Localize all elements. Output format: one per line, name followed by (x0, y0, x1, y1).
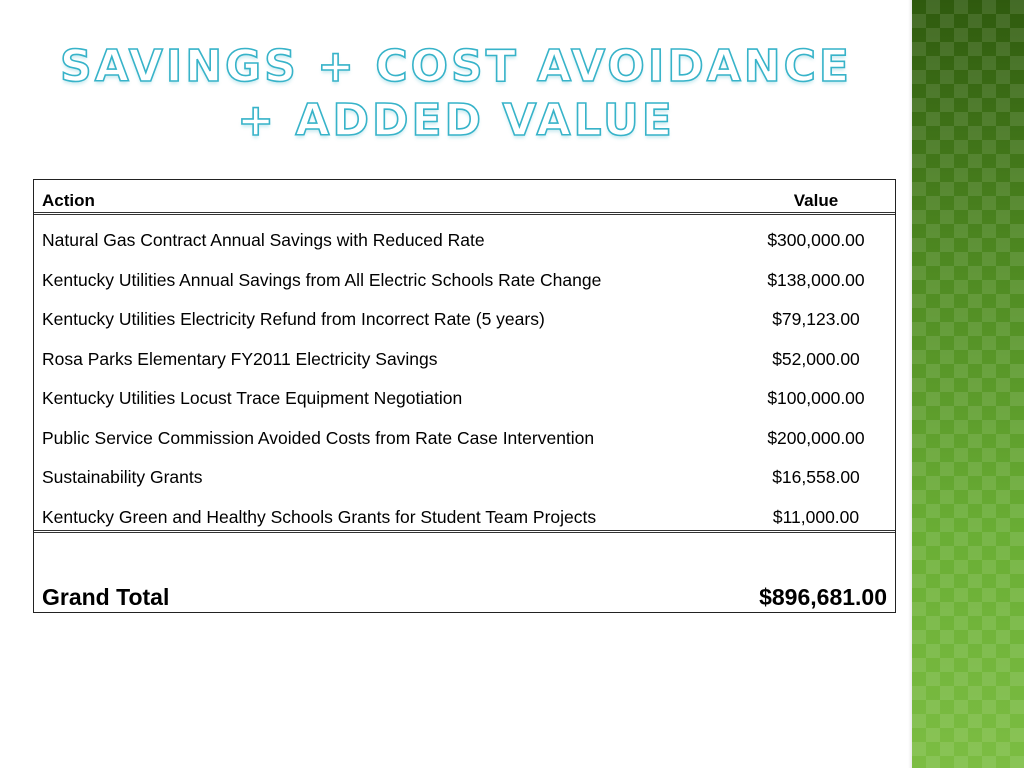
row-value: $16,558.00 (772, 467, 860, 487)
row-action: Kentucky Utilities Annual Savings from All Electric Schools Rate Change (42, 269, 602, 290)
row-value: $200,000.00 (767, 427, 865, 448)
grand-total-value: $896,681.00 (759, 584, 887, 610)
decorative-green-sidebar (912, 0, 1024, 768)
row-action: Kentucky Green and Healthy Schools Grants for Student Team Projects (42, 506, 597, 527)
table-row (34, 221, 895, 261)
row-action: Kentucky Utilities Electricity Refund from Incorrect Rate (5 years) (42, 309, 545, 329)
row-value: $100,000.00 (767, 388, 865, 408)
table-row (34, 300, 895, 340)
slide-title (0, 40, 912, 148)
table-row (34, 340, 895, 380)
row-action: Kentucky Utilities Locust Trace Equipment Negotiation (42, 388, 463, 408)
table-row (34, 458, 895, 498)
total-divider (34, 530, 895, 533)
row-value: $138,000.00 (767, 269, 865, 290)
grand-total-label: Grand Total (42, 584, 170, 610)
row-value: $79,123.00 (772, 309, 860, 329)
header-action: Action (42, 191, 95, 210)
table-row (34, 261, 895, 301)
row-action: Natural Gas Contract Annual Savings with Reduced Rate (42, 230, 485, 250)
row-action: Public Service Commission Avoided Costs from Rate Case Intervention (42, 427, 595, 448)
table-header-row (34, 180, 895, 215)
row-action: Sustainability Grants (42, 467, 203, 487)
table-row (34, 419, 895, 459)
row-value: $11,000.00 (772, 506, 860, 527)
row-value: $300,000.00 (767, 230, 865, 250)
table-body (34, 221, 895, 537)
table-row (34, 379, 895, 419)
header-value: Value (793, 191, 839, 210)
savings-table (33, 179, 896, 613)
row-value: $52,000.00 (772, 348, 860, 369)
row-action: Rosa Parks Elementary FY2011 Electricity Savings (42, 348, 438, 369)
slide-title-line-2: + ADDED VALUE (237, 95, 675, 146)
slide-title-line-1: SAVINGS + COST AVOIDANCE (60, 41, 852, 92)
